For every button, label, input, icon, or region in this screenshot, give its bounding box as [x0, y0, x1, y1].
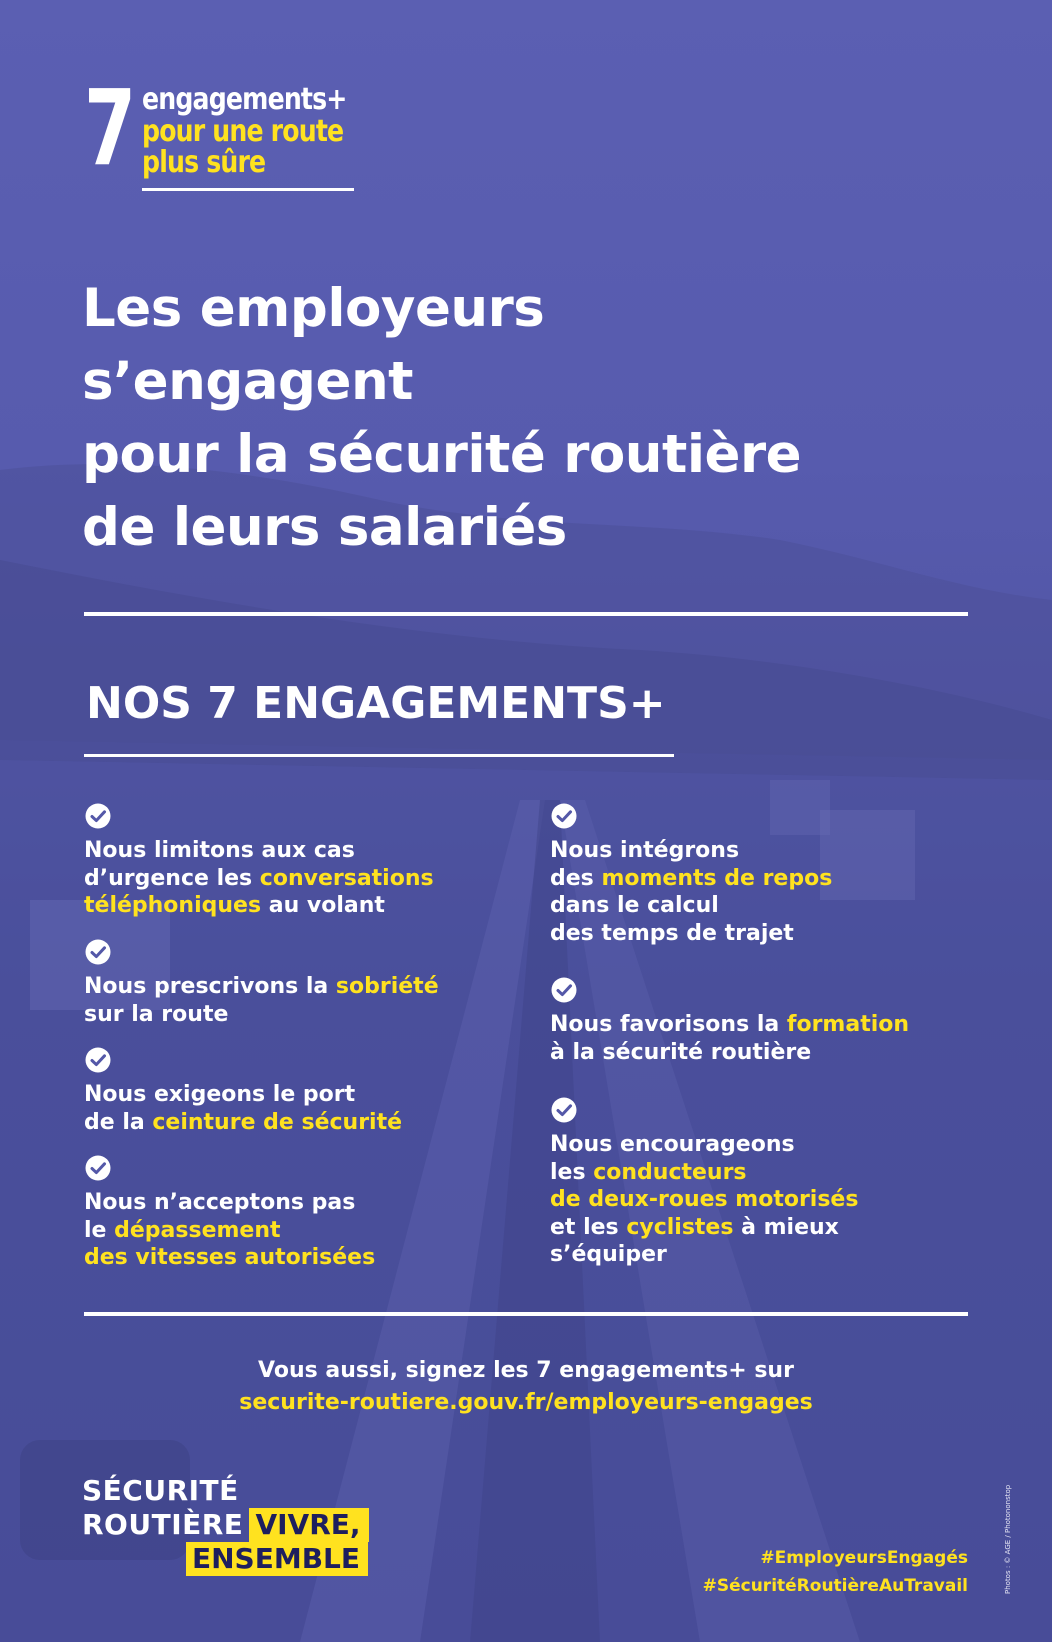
text-segment: d’urgence les — [84, 865, 260, 891]
logo-number: 7 — [84, 67, 137, 189]
engagements-logo — [84, 67, 384, 199]
text-segment: Nous favorisons la — [550, 1012, 787, 1037]
logo-line-1: engagements+ — [142, 82, 347, 117]
highlight-segment: ceinture de sécurité — [152, 1109, 403, 1135]
cta-text: Vous aussi, signez les 7 engagements+ sur — [258, 1358, 794, 1383]
text-line — [550, 1241, 980, 1269]
highlight-segment: conducteurs — [593, 1159, 747, 1185]
text-segment: dans le calcul — [550, 893, 719, 918]
text-line — [84, 973, 514, 1001]
commitment-phone — [84, 802, 514, 920]
logo-line-3: plus sûre — [142, 145, 266, 180]
text-segment: Nous n’acceptons pas — [84, 1190, 356, 1215]
brand-line-1: SÉCURITÉ — [82, 1474, 239, 1507]
text-segment: les — [550, 1159, 594, 1185]
commitment-text — [84, 837, 514, 920]
text-segment: Nous encourageons — [550, 1132, 795, 1157]
commitment-speed — [84, 1154, 514, 1272]
logo-line-2: pour une route — [142, 114, 344, 149]
text-line — [550, 1039, 980, 1067]
headline-line-4: de leurs salariés — [82, 497, 567, 558]
commitment-seatbelt — [84, 1046, 514, 1136]
text-line — [550, 1159, 980, 1187]
check-badge-icon — [84, 1046, 112, 1074]
check-badge-icon — [84, 938, 112, 966]
check-badge-icon — [550, 1096, 578, 1124]
highlight-segment: dépassement — [114, 1217, 281, 1243]
text-segment: au volant — [261, 893, 385, 918]
brand-line-2: ROUTIÈRE — [82, 1508, 244, 1541]
commitment-training — [550, 976, 980, 1066]
text-line — [550, 1214, 980, 1242]
divider-top — [84, 612, 968, 616]
text-line — [550, 1131, 980, 1159]
photo-credit: Photos : © AGE / Photononstop — [1004, 1484, 1012, 1594]
highlight-segment: des vitesses autorisées — [84, 1245, 376, 1270]
commitment-rest — [550, 802, 980, 947]
highlight-segment: formation — [786, 1012, 910, 1037]
text-line — [84, 1109, 514, 1137]
text-line — [550, 920, 980, 948]
text-line — [550, 1186, 980, 1214]
hashtag: #EmployeursEngagés — [760, 1548, 968, 1568]
text-segment: à la sécurité routière — [550, 1039, 812, 1065]
text-segment: de la — [84, 1109, 153, 1135]
section-title-underline — [84, 754, 674, 757]
check-badge-icon — [84, 1154, 112, 1182]
brand-tag-1: VIVRE, — [249, 1508, 368, 1542]
text-line — [84, 1244, 514, 1272]
text-segment: à mieux — [733, 1214, 839, 1240]
text-segment: sur la route — [84, 1001, 229, 1027]
check-badge-icon — [550, 802, 578, 830]
highlight-segment: téléphoniques — [84, 893, 262, 918]
text-line — [550, 837, 980, 865]
commitment-text — [550, 1131, 980, 1269]
text-line — [550, 892, 980, 920]
headline-line-1: Les employeurs — [82, 278, 545, 339]
text-line — [84, 1081, 514, 1109]
check-badge-icon — [84, 802, 112, 830]
divider-bottom — [84, 1312, 968, 1316]
commitment-text — [84, 1189, 514, 1272]
brand-tag-2: ENSEMBLE — [186, 1542, 368, 1576]
highlight-segment: conversations — [259, 865, 434, 891]
text-segment: Nous exigeons le port — [84, 1082, 356, 1107]
text-segment: des — [550, 865, 602, 891]
text-segment: s’équiper — [550, 1242, 667, 1267]
text-line — [84, 865, 514, 893]
hashtags — [703, 1544, 968, 1600]
hashtag: #SécuritéRoutièreAuTravail — [702, 1576, 968, 1596]
logo-underline — [142, 188, 354, 191]
text-segment: Nous intégrons — [550, 838, 740, 863]
commitment-text — [84, 973, 514, 1028]
highlight-segment: moments de repos — [601, 865, 833, 891]
brand-row — [82, 1508, 369, 1542]
securite-routiere-logo — [82, 1474, 369, 1576]
text-segment: Nous limitons aux cas — [84, 838, 355, 863]
text-line — [550, 1011, 980, 1039]
highlight-segment: sobriété — [335, 974, 439, 999]
section-title: NOS 7 ENGAGEMENTS+ — [86, 678, 666, 729]
commitment-text — [550, 1011, 980, 1066]
commitment-text — [550, 837, 980, 947]
text-line — [84, 1189, 514, 1217]
commitment-sobriety — [84, 938, 514, 1028]
headline — [82, 272, 982, 564]
cta-link[interactable]: securite-routiere.gouv.fr/employeurs-engages — [239, 1390, 813, 1415]
text-segment: des temps de trajet — [550, 920, 794, 946]
text-line — [550, 865, 980, 893]
text-segment: le — [84, 1217, 115, 1243]
text-line — [84, 892, 514, 920]
commitment-text — [84, 1081, 514, 1136]
text-segment: et les — [550, 1214, 627, 1240]
commitment-two-wheelers — [550, 1096, 980, 1269]
check-badge-icon — [550, 976, 578, 1004]
text-line — [84, 1001, 514, 1029]
highlight-segment: cyclistes — [626, 1214, 734, 1240]
highlight-segment: de deux-roues motorisés — [550, 1187, 859, 1212]
headline-line-3: pour la sécurité routière — [82, 424, 802, 485]
text-line — [84, 837, 514, 865]
text-line — [84, 1217, 514, 1245]
headline-line-2: s’engagent — [82, 351, 414, 412]
text-segment: Nous prescrivons la — [84, 974, 336, 999]
